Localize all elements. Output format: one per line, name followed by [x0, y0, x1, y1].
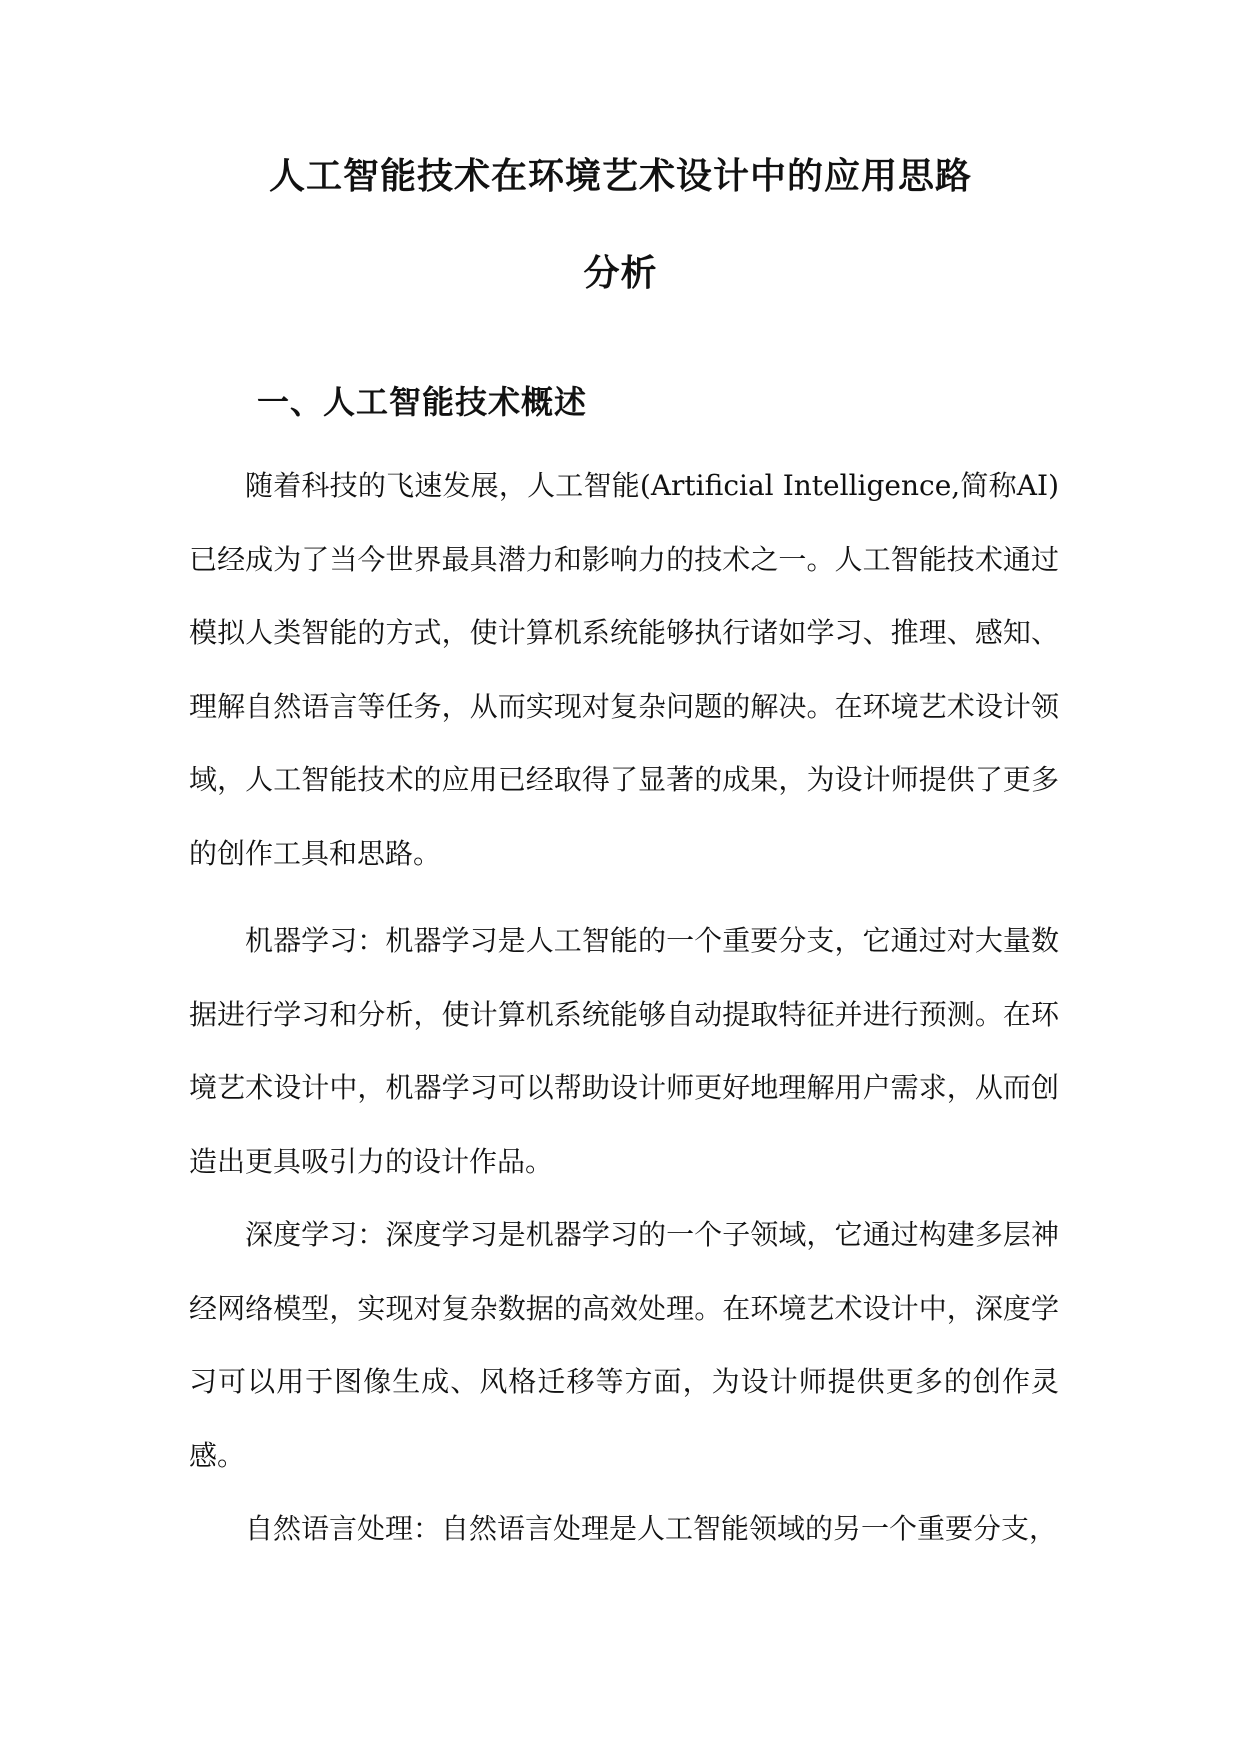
- section-heading: 一、人工智能技术概述: [257, 383, 588, 421]
- document-title-line-2: 分析: [583, 253, 658, 294]
- paragraph-ai-overview: 随着科技的飞速发展，人工智能(Artificial Intelligence,简称AI)已经成为了当今世界最具潜力和影响力的技术之一。人工智能技术通过模拟人类智能的方式，使计算机系统能够执行诸如学习、推理、感知、理解自然语言等任务，从而实现对复杂问题的解决。在环境艺术设计领域，人工智能技术的应用已经取得了显著的成果，为设计师提供了更多的创作工具和思路。: [189, 469, 1059, 870]
- paragraph-machine-learning: 机器学习：机器学习是人工智能的一个重要分支，它通过对大量数据进行学习和分析，使计算机系统能够自动提取特征并进行预测。在环境艺术设计中，机器学习可以帮助设计师更好地理解用户需求，从而创造出更具吸引力的设计作品。: [189, 924, 1059, 1178]
- paragraph-deep-learning: 深度学习：深度学习是机器学习的一个子领域，它通过构建多层神经网络模型，实现对复杂数据的高效处理。在环境艺术设计中，深度学习可以用于图像生成、风格迁移等方面，为设计师提供更多的创作灵感。: [189, 1218, 1059, 1472]
- document-title-line-1: 人工智能技术在环境艺术设计中的应用思路: [268, 156, 972, 197]
- paragraph-nlp: 自然语言处理：自然语言处理是人工智能领域的另一个重要分支，: [245, 1512, 1058, 1545]
